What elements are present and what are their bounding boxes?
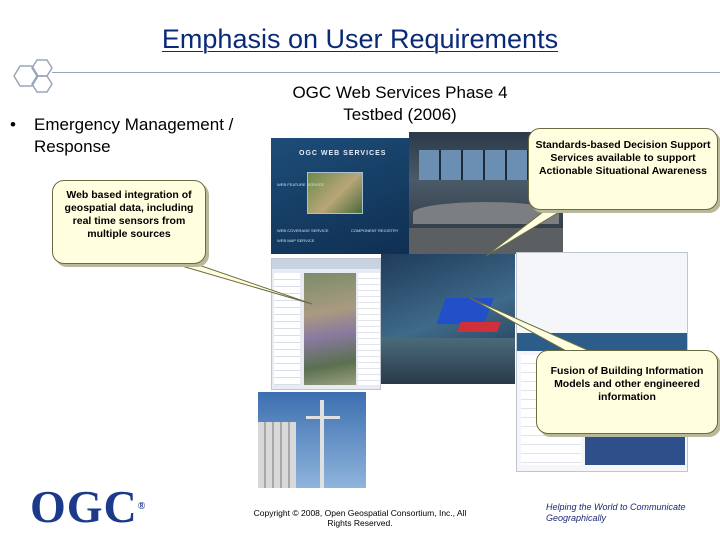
footer-copyright: Copyright © 2008, Open Geospatial Consortium, Inc., All Rights Reserved. xyxy=(253,508,467,528)
ogc-logo xyxy=(30,481,147,532)
pointer-bim-fusion xyxy=(470,298,592,352)
pointer-web-integration xyxy=(168,262,312,304)
screen-label-wcs: WEB COVERAGE SERVICE xyxy=(277,228,329,233)
screen-label-wfs: WEB FEATURE SERVICE xyxy=(277,182,325,187)
pointer-decision-support xyxy=(486,208,566,256)
testbed-heading: OGC Web Services Phase 4 Testbed (2006) xyxy=(292,83,508,124)
slide-title: Emphasis on User Requirements xyxy=(161,24,559,54)
callout-web-integration: Web based integration of geospatial data, including real time sensors from multiple sources xyxy=(52,180,206,264)
footer-tagline: Helping the World to Communicate Geographically xyxy=(546,502,686,523)
registered-mark: ® xyxy=(137,501,147,512)
screen-banner: OGC WEB SERVICES xyxy=(299,150,387,157)
callout-bim-fusion: Fusion of Building Information Models and other engineered information xyxy=(536,350,718,434)
bullet-dot: • xyxy=(10,115,16,134)
bullet-text: Emergency Management / Response xyxy=(34,115,234,156)
screen-label-wms: WEB MAP SERVICE xyxy=(277,238,315,243)
ogc-logo-text: OGC xyxy=(30,481,138,532)
callout-decision-support: Standards-based Decision Support Services available to support Actionable Situational Awareness xyxy=(528,128,718,210)
screen-label-registry: COMPONENT REGISTRY xyxy=(351,228,399,233)
